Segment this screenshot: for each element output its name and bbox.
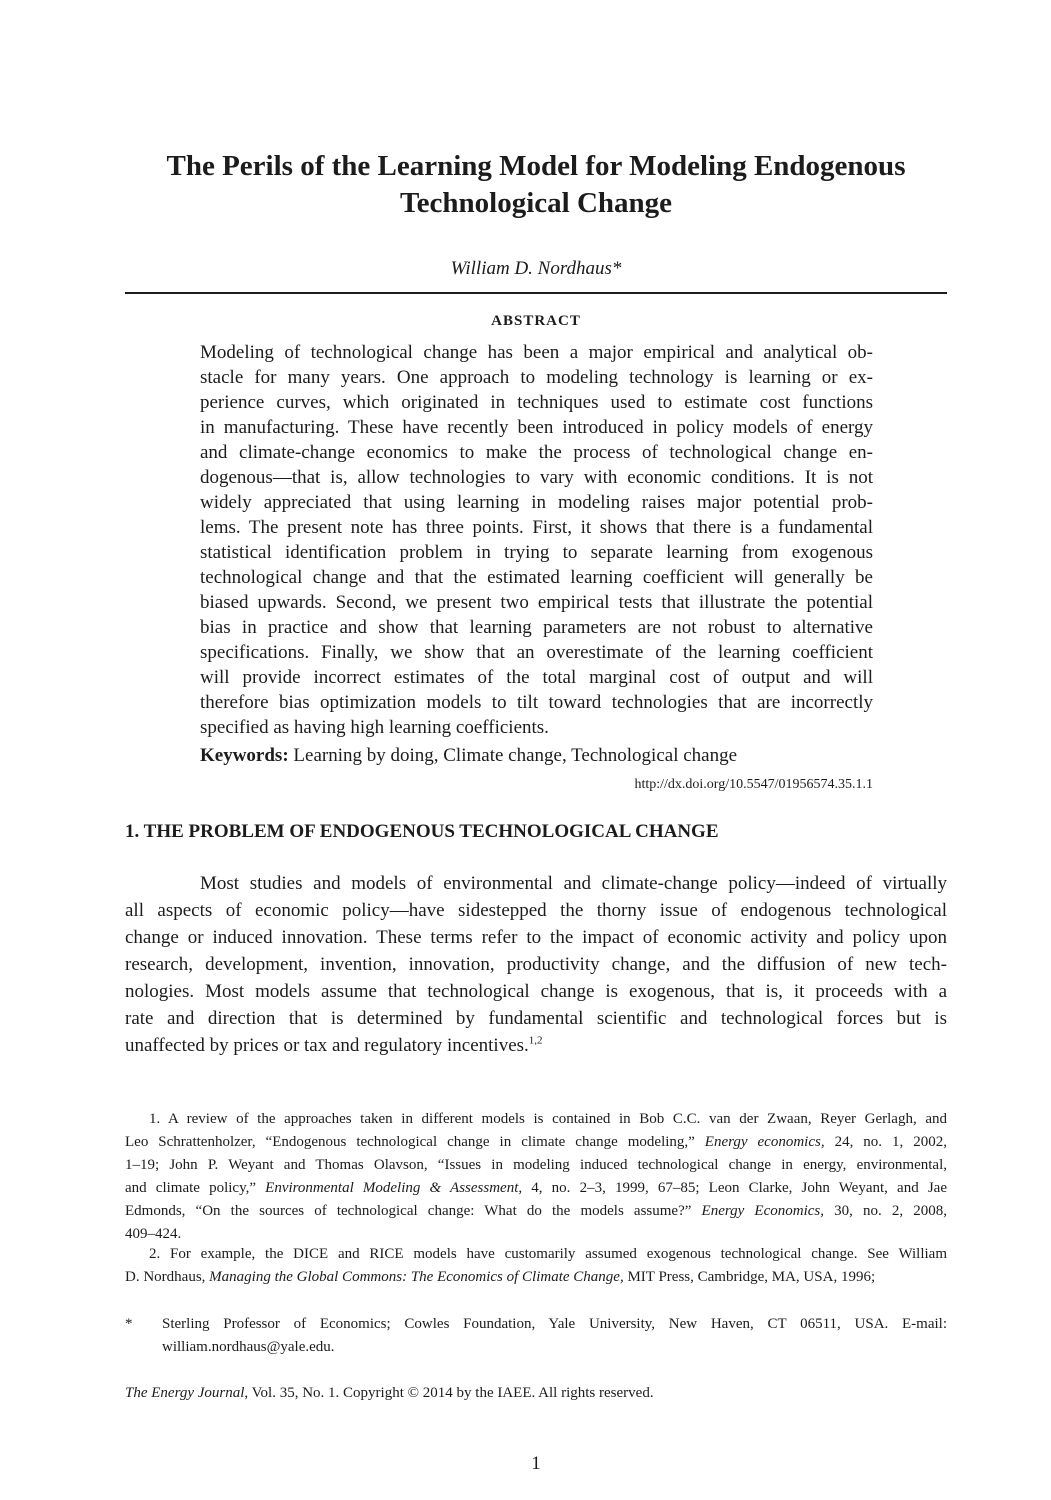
paper-title [125, 148, 947, 222]
abstract-line: technological change and that the estimated learning coefficient will generally be [200, 567, 873, 588]
journal-name: Environmental Modeling & Assessment, [265, 1180, 523, 1196]
copyright-line [125, 1383, 654, 1403]
keywords [200, 743, 873, 768]
doi-link[interactable]: http://dx.doi.org/10.5547/01956574.35.1.1 [634, 777, 873, 792]
abstract-line: therefore bias optimization models to tilt toward technologies that are incorrectly [200, 692, 873, 713]
footnote-line: 1–19; John P. Weyant and Thomas Olavson, “Issues in modeling induced technological change in energy, environmental, [125, 1157, 947, 1173]
author-email[interactable]: william.nordhaus@yale.edu. [162, 1339, 335, 1355]
body-line: nologies. Most models assume that technological change is exogenous, that is, it proceeds with a [125, 981, 947, 1002]
footnote-text: and climate policy,” [125, 1180, 266, 1196]
abstract-line: specifications. Finally, we show that an overestimate of the learning coefficient [200, 642, 873, 663]
body-line: research, development, invention, innovation, productivity change, and the diffusion of new tech- [125, 954, 947, 975]
abstract-line: perience curves, which originated in techniques used to estimate cost functions [200, 392, 873, 413]
footnote-text: , MIT Press, Cambridge, MA, USA, 1996; [619, 1269, 876, 1285]
abstract-line: statistical identification problem in trying to separate learning from exogenous [200, 542, 873, 563]
body-line: rate and direction that is determined by fundamental scientific and technological forces but is [125, 1008, 947, 1029]
abstract-line: and climate-change economics to make the process of technological change en- [200, 442, 873, 463]
author-note-line: Sterling Professor of Economics; Cowles Foundation, Yale University, New Haven, CT 06511, USA. E-mail: [162, 1316, 947, 1332]
footnote-line [125, 1131, 947, 1154]
footnote-text: 30, no. 2, 2008, [823, 1203, 947, 1219]
page-number: 1 [531, 1453, 541, 1474]
abstract-line: stacle for many years. One approach to modeling technology is learning or ex- [200, 367, 873, 388]
author-note [162, 1313, 947, 1359]
journal-name: Energy Economics, [701, 1203, 824, 1219]
abstract-line: Modeling of technological change has been a major empirical and analytical ob- [200, 342, 873, 363]
body-line-text: unaffected by prices or tax and regulatory incentives. [125, 1035, 529, 1056]
abstract-line: in manufacturing. These have recently been introduced in policy models of energy [200, 417, 873, 438]
footnote-text: D. Nordhaus, [125, 1269, 210, 1285]
keywords-list: Learning by doing, Climate change, Technological change [293, 745, 738, 766]
footnote-line: 1. A review of the approaches taken in different models is contained in Bob C.C. van der Zwaan, Reyer Gerlagh, and [149, 1111, 947, 1127]
abstract-body [200, 340, 873, 740]
footnote-text: 24, no. 1, 2002, [824, 1134, 947, 1150]
book-title: Managing the Global Commons: The Economics of Climate Change [209, 1269, 620, 1285]
copyright-text: , Vol. 35, No. 1. Copyright © 2014 by the IAEE. All rights reserved. [244, 1385, 654, 1401]
footnote-1 [125, 1108, 947, 1246]
footnote-line: 2. For example, the DICE and RICE models have customarily assumed exogenous technological change. See William [149, 1246, 947, 1262]
keywords-label: Keywords: [200, 745, 289, 766]
abstract-line: will provide incorrect estimates of the total marginal cost of output and will [200, 667, 873, 688]
footnote-line: 409–424. [125, 1226, 182, 1242]
body-line: all aspects of economic policy—have sidestepped the thorny issue of endogenous technological [125, 900, 947, 921]
abstract-line: specified as having high learning coefficients. [200, 717, 549, 738]
footnote-text: Leo Schrattenholzer, “Endogenous technological change in climate change modeling,” [125, 1134, 705, 1150]
author-note-marker: * [125, 1316, 133, 1332]
journal-name: Energy economics, [704, 1134, 825, 1150]
footnote-text: 4, no. 2–3, 1999, 67–85; Leon Clarke, John Weyant, and Jae [522, 1180, 947, 1196]
footnote-line [125, 1200, 947, 1223]
body-line: Most studies and models of environmental and climate-change policy—indeed of virtually [200, 873, 947, 894]
paper-title-line-1: The Perils of the Learning Model for Modeling Endogenous [166, 150, 906, 182]
journal-title: The Energy Journal [125, 1385, 245, 1401]
body-line-last [125, 1032, 947, 1059]
abstract-heading: ABSTRACT [491, 313, 581, 329]
abstract-line: biased upwards. Second, we present two empirical tests that illustrate the potential [200, 592, 873, 613]
author-name: William D. Nordhaus* [450, 258, 622, 279]
abstract-line: dogenous—that is, allow technologies to vary with economic conditions. It is not [200, 467, 873, 488]
section-heading: 1. THE PROBLEM OF ENDOGENOUS TECHNOLOGICAL CHANGE [125, 821, 719, 842]
title-divider [125, 292, 947, 294]
abstract-line: lems. The present note has three points. First, it shows that there is a fundamental [200, 517, 873, 538]
body-line: change or induced innovation. These terms refer to the impact of economic activity and policy upon [125, 927, 947, 948]
footnote-reference[interactable]: 1,2 [528, 1034, 543, 1047]
footnote-line [125, 1177, 947, 1200]
paper-title-line-2: Technological Change [399, 187, 673, 219]
footnote-line [125, 1266, 947, 1289]
footnote-2 [125, 1243, 947, 1289]
abstract-line: bias in practice and show that learning parameters are not robust to alternative [200, 617, 873, 638]
section-body [125, 870, 947, 1059]
footnote-text: Edmonds, “On the sources of technological change: What do the models assume?” [125, 1203, 702, 1219]
abstract-line: widely appreciated that using learning in modeling raises major potential prob- [200, 492, 873, 513]
